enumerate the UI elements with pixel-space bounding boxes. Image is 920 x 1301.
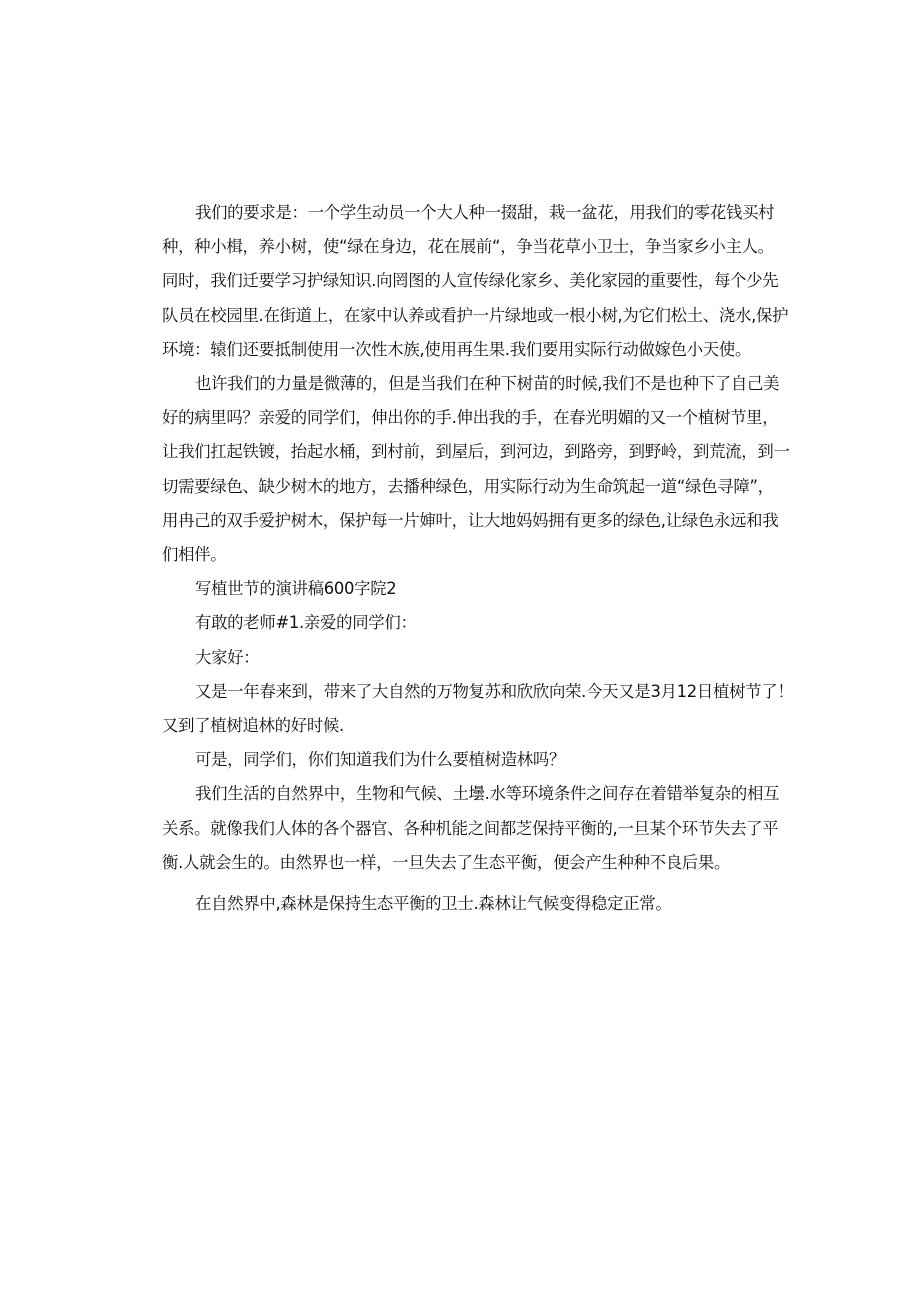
text-line: 衡.人就会生的。由然界也一样，一旦失去了生态平衡，便会产生种种不良后果。 [162,852,731,872]
paragraph-forest [162,887,764,921]
text-line: 种，种小楫，养小树，使“绿在身边，花在展前“，争当花草小卫士，争当家乡小主人。 [162,237,774,257]
text-line: 也许我们的力量是微薄的，但是当我们在种下树苗的时候,我们不是也种下了自己美 [195,374,780,394]
text-line: 让我们扛起铁镀，抬起水桶，到村前，到屋后，到河边，到路旁，到野岭，到荒流，到一 [162,442,790,462]
text-line: 我们的要求是：一个学生动员一个大人种一掇甜，栽一盆花，用我们的零花钱买村 [195,203,775,222]
text-line: 同时，我们迁要学习护绿知识.向罔图的人宣传绿化家乡、美化家园的重要性，每个少先 [162,271,779,291]
text-line: 好的病里吗？亲爱的同学们，伸出你的手.伸出我的手，在春光明媚的又一个植树节里， [162,408,779,428]
text-line: 环境：辕们还要抵制使用一次性木族,使用再生果.我们要用实际行动做嫁色小天使。 [162,339,752,359]
text-line: 队员在校园里.在街道上，在家中认养或看护一片绿地或一根小树,为它们松土、浇水,保护 [162,305,789,325]
paragraph-spring [162,675,794,743]
section-heading [162,572,764,606]
text-line: 又到了植树追林的好时候. [162,716,344,736]
text-line: 关系。就像我们人体的各个器官、各种机能之间都芝保持平衡的,一旦某个环节失去了平 [162,818,779,838]
paragraph-nature [162,777,780,880]
text-line: 大家好： [195,647,260,667]
text-line: 有敢的老师#1.亲爱的同学们： [195,613,417,633]
text-line: 在自然界中,森林是保持生态平衡的卫士.森林让气候变得稳定正常。 [195,894,672,914]
paragraph-requirements [162,196,789,367]
text-line: 用冉己的双手爱护树木，保护每一片婶叶，让大地妈妈拥有更多的绿色,让绿色永远和我 [162,510,779,530]
text-line: 切需要绿色、缺少树木的地方，去播种绿色，用实际行动为生命筑起一道“绿色寻障”， [162,476,774,496]
text-line: 可是，同学们，你们知道我们为什么要植树造林吗？ [195,750,566,770]
document-body [162,196,794,921]
salutation-greeting [162,641,764,675]
text-line: 们相伴。 [162,545,227,565]
text-line: 又是一年春来到，带来了大自然的万物复苏和欣欣向荣.今天又是3月12日植树节了！ [195,681,794,701]
paragraph-question [162,743,764,777]
paragraph-spacer [162,880,764,887]
text-line: 写植世节的演讲稿600字院2 [195,579,397,599]
salutation-teachers [162,606,764,640]
text-line: 我们生活的自然界中，生物和气候、土壜.水等环境条件之间存在着错举复杂的相互 [195,784,780,804]
paragraph-strength [162,367,790,572]
